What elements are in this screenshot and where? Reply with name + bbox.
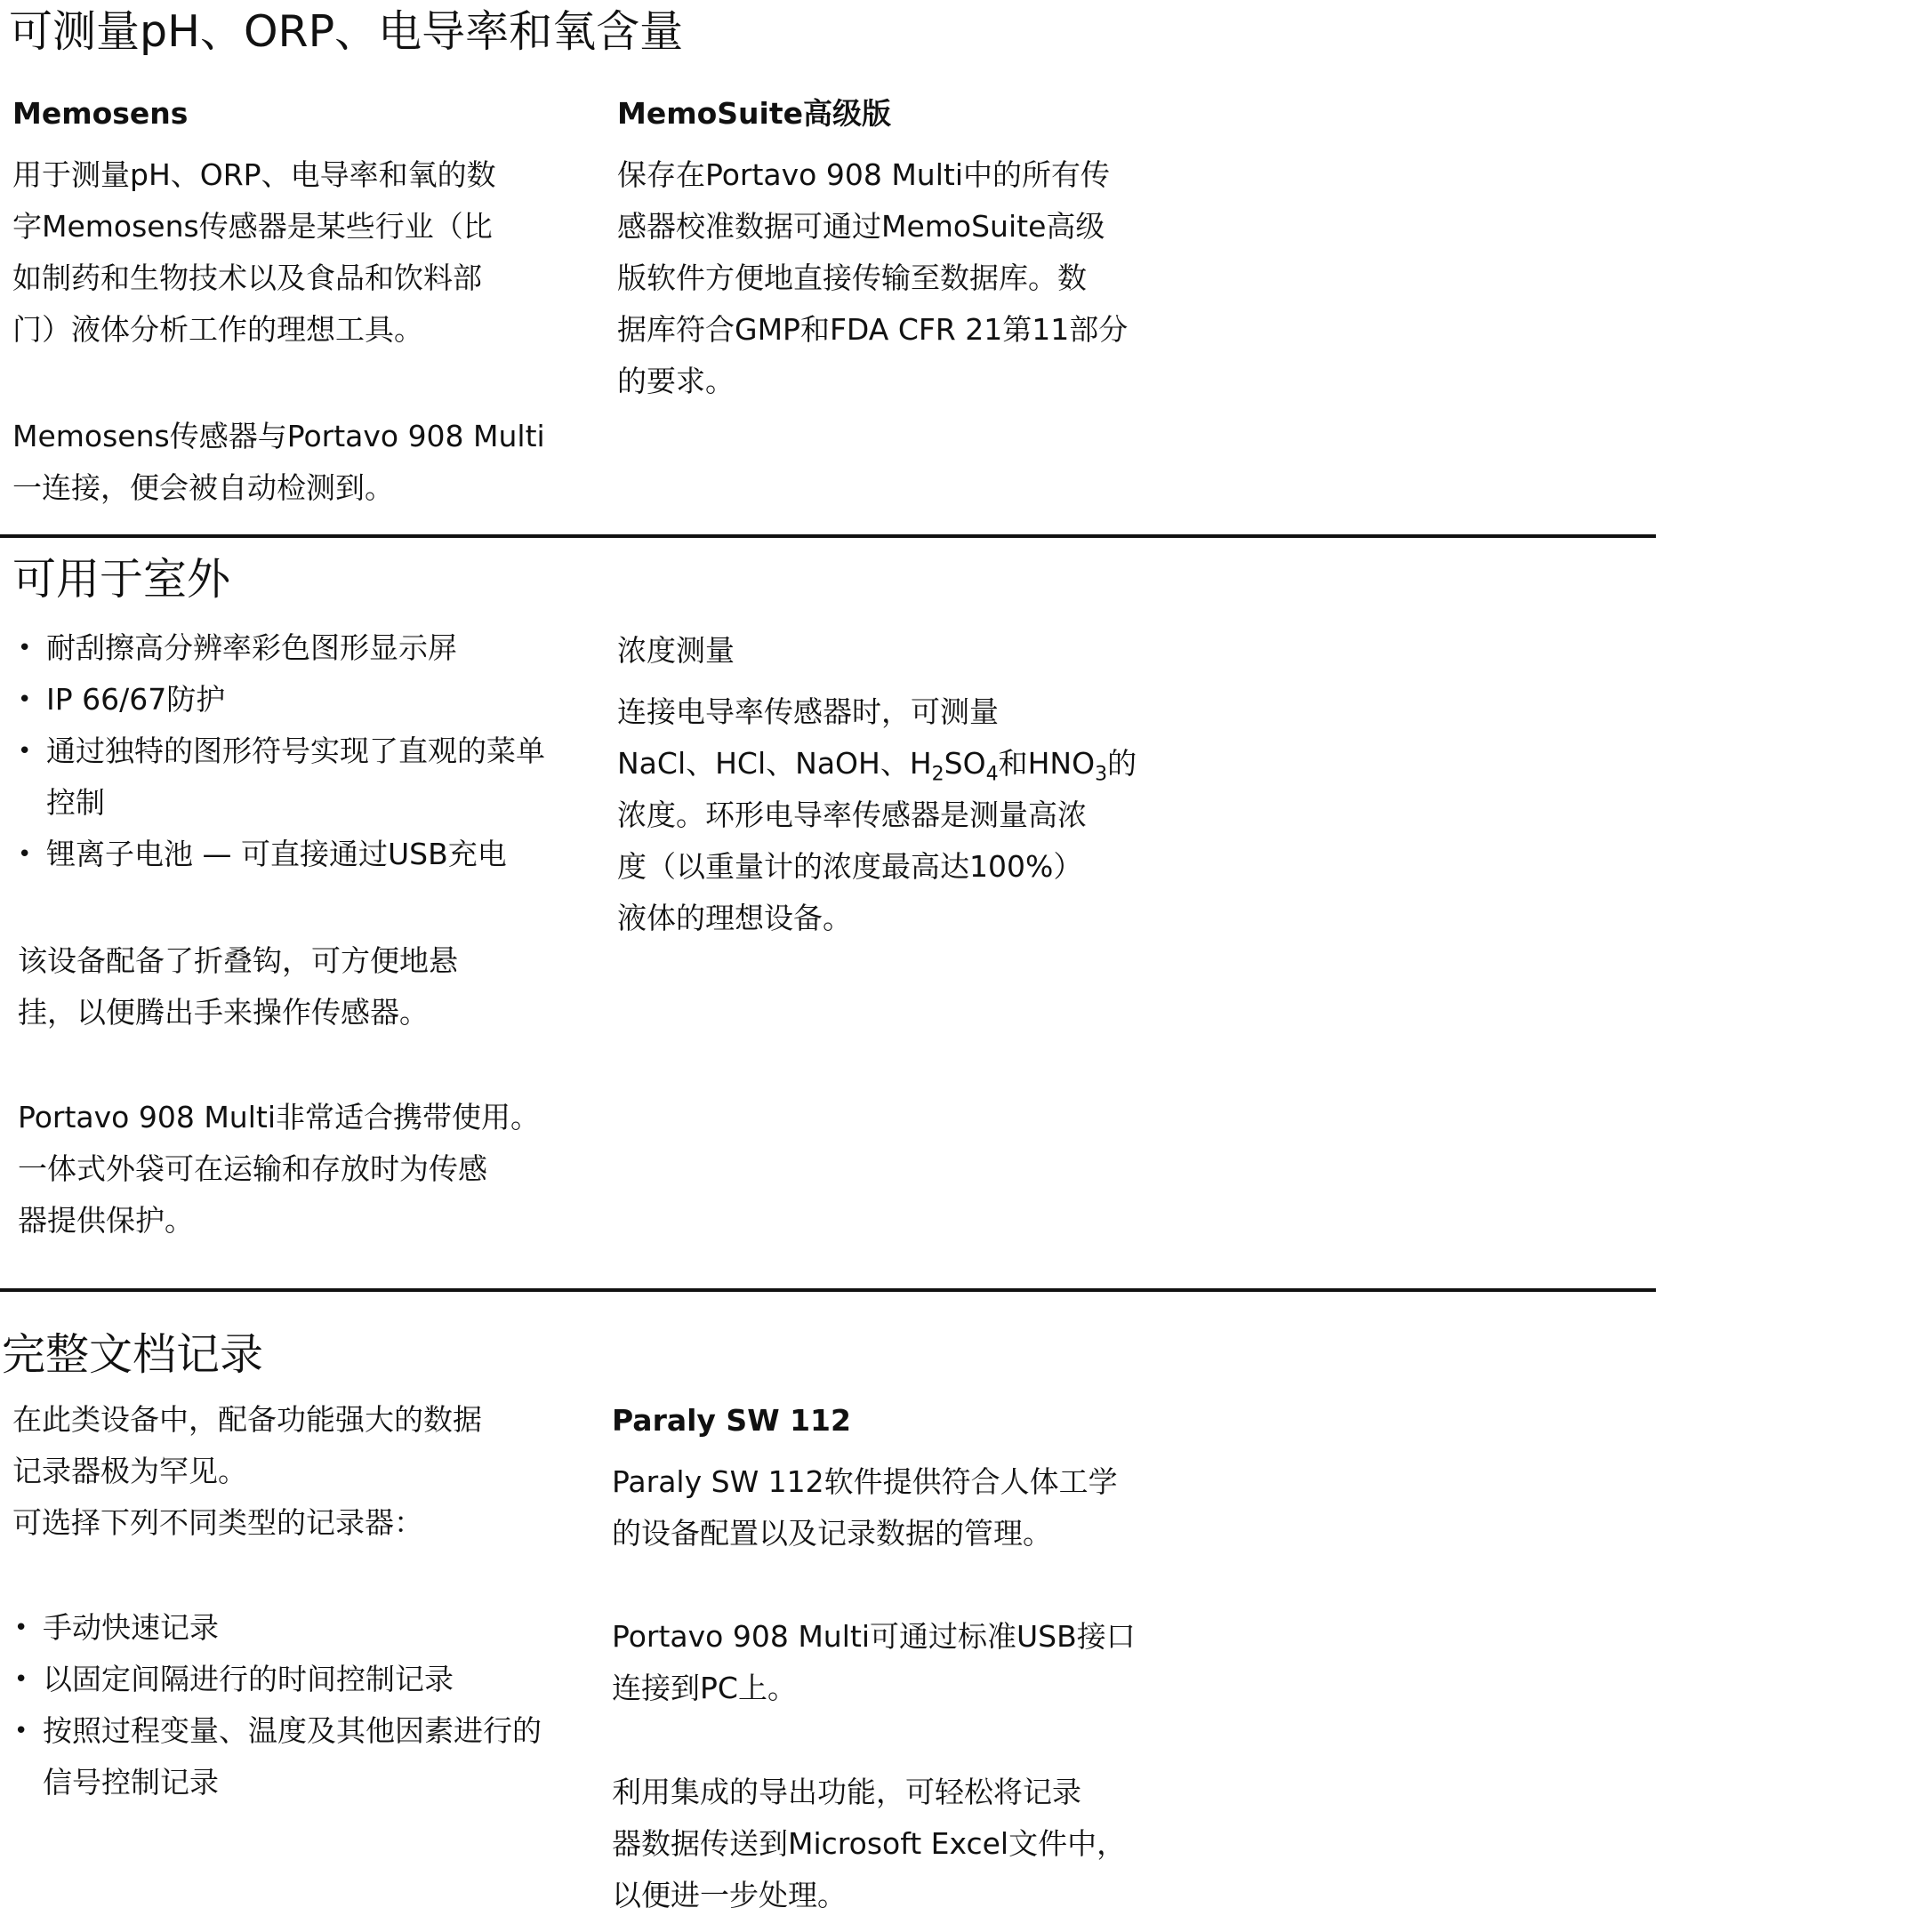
memosuite-description: 保存在Portavo 908 Multi中的所有传 感器校准数据可通过MemoSuite高级 版软件方便地直接传输至数据库。数 据库符合GMP和FDA CFR 21第11部分 的要求。 <box>617 157 1129 398</box>
paraly-description: Paraly SW 112软件提供符合人体工学 的设备配置以及记录数据的管理。 <box>612 1464 1118 1551</box>
list-item: • 以固定间隔进行的时间控制记录 <box>5 1654 574 1705</box>
memosens-autodetect-text: Memosens传感器与Portavo 908 Multi 一连接，便会被自动检测到。 <box>12 419 545 505</box>
list-item: • 按照过程变量、温度及其他因素进行的信号控制记录 <box>5 1705 567 1808</box>
hook-description: 该设备配备了折叠钩，可方便地悬 挂，以便腾出手来操作传感器。 <box>18 943 458 1030</box>
paraly-heading: Paraly SW 112 <box>612 1403 851 1438</box>
concentration-heading: 浓度测量 <box>617 633 735 668</box>
outdoor-feature-list <box>9 622 578 880</box>
list-item: • 锂离子电池 — 可直接通过USB充电 <box>9 829 578 880</box>
concentration-description: 连接电导率传感器时，可测量 NaCl、HCl、NaOH、$H_2SO_4$和$HNO_3$的 浓度。环形电导率传感器是测量高浓 度（以重量计的浓度最高达100%） 液体的理想设备。 <box>617 694 1137 935</box>
usb-connection-text: Portavo 908 Multi可通过标准USB接口 连接到PC上。 <box>612 1619 1136 1705</box>
memosens-heading: Memosens <box>12 96 189 131</box>
section-title-measurement: 可测量pH、ORP、电导率和氧含量 <box>9 6 684 57</box>
list-item: • 耐刮擦高分辨率彩色图形显示屏 <box>9 622 578 674</box>
excel-export-text: 利用集成的导出功能，可轻松将记录 器数据传送到Microsoft Excel文件中， 以便进一步处理。 <box>612 1775 1127 1912</box>
section-divider <box>0 534 1656 538</box>
list-item: • IP 66/67防护 <box>9 674 578 726</box>
memosens-description: 用于测量pH、ORP、电导率和氧的数 字Memosens传感器是某些行业（比 如制药和生物技术以及食品和饮料部 门）液体分析工作的理想工具。 <box>12 157 496 347</box>
section-title-outdoor: 可用于室外 <box>12 554 231 605</box>
memosuite-heading: MemoSuite高级版 <box>617 96 892 131</box>
list-item: • 通过独特的图形符号实现了直观的菜单控制 <box>9 726 571 829</box>
list-item: • 手动快速记录 <box>5 1602 574 1654</box>
portability-description: Portavo 908 Multi非常适合携带使用。 一体式外袋可在运输和存放时为传感 器提供保护。 <box>18 1100 540 1238</box>
section-divider <box>0 1288 1656 1292</box>
logger-intro: 在此类设备中，配备功能强大的数据 记录器极为罕见。 可选择下列不同类型的记录器： <box>12 1402 482 1540</box>
section-title-documentation: 完整文档记录 <box>2 1329 264 1380</box>
logger-type-list <box>5 1602 574 1808</box>
